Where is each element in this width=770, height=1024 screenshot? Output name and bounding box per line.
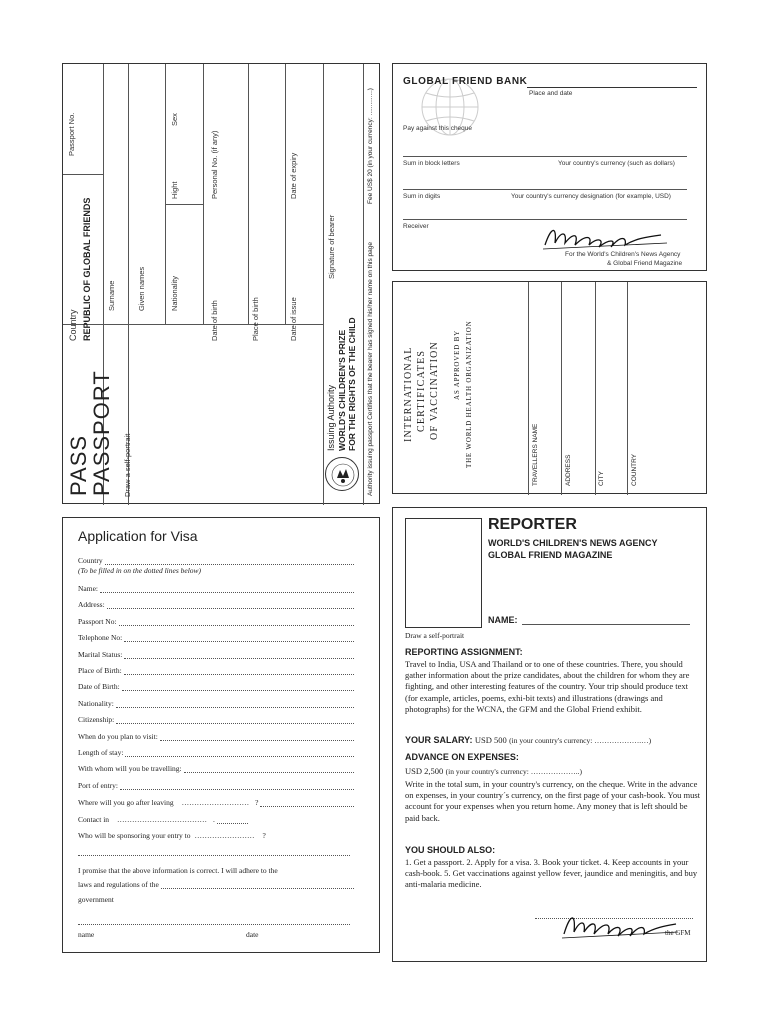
gfm-label: the GFM (665, 929, 691, 937)
also-heading: YOU SHOULD ALSO: (405, 845, 496, 855)
visa-field-row[interactable] (78, 699, 354, 708)
sum-letters-label: Sum in block letters (403, 160, 460, 167)
promise-line1: I promise that the above information is correct. I will adhere to the (78, 866, 278, 875)
passport-no-label: Passport No. (67, 112, 76, 156)
for-line1: For the World's Children's News Agency (565, 251, 681, 258)
reporter-portrait-box[interactable] (405, 518, 482, 628)
visa-field-row[interactable] (78, 650, 354, 659)
issuing-authority-label: Issuing Authority (326, 384, 336, 451)
reporter-signature (560, 908, 680, 942)
visa-leaving-row[interactable]: Where will you go after leaving ……………………… ? (78, 798, 354, 807)
visa-field-label: When do you plan to visit: (78, 731, 158, 741)
given-names-label: Given names (137, 266, 146, 311)
visa-country-row[interactable]: Country (78, 556, 354, 565)
bank-name: GLOBAL FRIEND BANK (403, 76, 528, 87)
currency-designation-label: Your country's currency designation (for example, USD) (511, 193, 671, 200)
visa-field-row[interactable] (78, 764, 354, 773)
receiver-label: Receiver (403, 223, 429, 230)
vacc-who: THE WORLD HEALTH ORGANIZATION (465, 320, 473, 468)
fee-text: Fee US$ 20 (in your currency: ..............) (367, 88, 374, 204)
reporter-magazine: GLOBAL FRIEND MAGAZINE (488, 550, 613, 560)
country-label-vacc: COUNTRY (631, 453, 638, 486)
prize-line1: WORLD'S CHILDREN'S PRIZE (337, 329, 347, 451)
visa-contact-row[interactable]: Contact in ……………………………… . (78, 815, 248, 824)
visa-field-label: With whom will you be travelling: (78, 764, 182, 774)
travellers-name-label: TRAVELLERS NAME (532, 423, 539, 486)
country-value: REPUBLIC OF GLOBAL FRIENDS (82, 197, 92, 341)
seal-stamp (325, 457, 359, 491)
visa-field-label: Name: (78, 584, 98, 593)
for-line2: & Global Friend Magazine (607, 260, 683, 267)
signature-scribble (541, 221, 669, 253)
vacc-title1: INTERNATIONAL (403, 346, 414, 442)
visa-name-label: name (78, 930, 95, 939)
sum-digits-label: Sum in digits (403, 193, 441, 200)
visa-field-label: Length of stay: (78, 748, 124, 757)
vacc-approved: AS APPROVED BY (453, 330, 461, 400)
nationality-label: Nationality (170, 275, 179, 311)
prize-line2: FOR THE RIGHTS OF THE CHILD (347, 317, 357, 451)
visa-field-label: Address: (78, 600, 105, 610)
passport-panel (62, 63, 380, 504)
city-label: CITY (598, 471, 605, 486)
country-label: Country (68, 309, 78, 341)
address-label: ADDRESS (565, 454, 572, 486)
vacc-title3: OF VACCINATION (429, 341, 440, 440)
visa-field-row[interactable] (78, 584, 354, 593)
personal-no-label: Personal No. (if any) (210, 130, 219, 199)
assignment-text: Travel to India, USA and Thailand or to one of these countries. There, you should gather information about the prize candidates, about the children for whom they are fighting, and other interesting features of the country. Your trip should produce text (for example, articles, poems, exhi-bit texts) and illustrations (drawings and photographs) for the WCNA, the GFM and the Global Friend exhibit. (405, 659, 690, 714)
hight-label: Hight (170, 181, 179, 199)
visa-field-row[interactable] (78, 666, 354, 675)
visa-field-label: Telephone No: (78, 633, 123, 643)
passport-title: PASSPORT (89, 370, 114, 496)
visa-field-row[interactable] (78, 633, 354, 642)
visa-field-row[interactable] (78, 732, 354, 741)
place-of-birth-label: Place of birth (251, 297, 260, 341)
sex-label: Sex (170, 113, 179, 126)
write-text: Write in the total sum, in your country's currency, on the cheque. Write in the advance on expenses, in your country´s currency, on the first page of your cash-book. You must account for your expenses when you return home. Any money that is left should be paid back. (405, 779, 701, 823)
reporter-self-portrait-label: Draw a self-portrait (405, 631, 465, 640)
visa-field-row[interactable] (78, 748, 354, 757)
signature-label: Signature of bearer (327, 214, 336, 279)
visa-field-row[interactable] (78, 617, 354, 626)
date-of-expiry-label: Date of expiry (289, 152, 298, 199)
visa-date-label: date (246, 930, 259, 939)
visa-field-label: Date of Birth: (78, 682, 120, 692)
visa-sponsor-row[interactable]: Who will be sponsoring your entry to …………………… ? (78, 831, 266, 840)
visa-field-row[interactable] (78, 715, 354, 724)
currency-dollars-label: Your country's currency (such as dollars) (558, 160, 675, 167)
certifies-text: Authority issuing passport Certifies that the bearer has signed his/her name on this page (367, 241, 374, 496)
reporter-title: REPORTER (488, 516, 577, 533)
visa-field-label: Citizenship: (78, 715, 115, 725)
visa-field-label: Port of entry: (78, 780, 118, 790)
visa-field-label: Place of Birth: (78, 666, 122, 675)
promise-line2[interactable]: laws and regulations of the (78, 880, 354, 889)
reporter-agency: WORLD'S CHILDREN'S NEWS AGENCY (488, 538, 658, 548)
vaccination-panel (392, 281, 707, 494)
visa-field-row[interactable] (78, 682, 354, 691)
pay-label: Pay against this cheque (403, 125, 473, 132)
vacc-title2: CERTIFICATES (416, 349, 427, 432)
visa-instruction: (To be filled in on the dotted lines below) (78, 566, 202, 575)
visa-field-label: Nationality: (78, 698, 114, 708)
assignment-heading: REPORTING ASSIGNMENT: (405, 647, 523, 657)
visa-field-row[interactable] (78, 600, 354, 609)
visa-title: Application for Visa (78, 528, 198, 544)
reporter-name-label: NAME: (488, 615, 518, 625)
advance-row: USD 2,500 (in your country's currency: ………………..) (405, 766, 582, 776)
promise-line3: government (78, 895, 114, 904)
date-of-issue-label: Date of issue (289, 297, 298, 341)
surname-label: Surname (107, 280, 116, 311)
cheque-panel (392, 63, 707, 271)
date-of-birth-label: Date of birth (210, 300, 219, 341)
advance-heading: ADVANCE ON EXPENSES: (405, 752, 519, 762)
self-portrait-label: Draw a self-portrait (123, 433, 132, 497)
visa-field-label: Passport No: (78, 616, 117, 626)
visa-field-label: Marital Status: (78, 649, 123, 659)
place-date-label: Place and date (529, 90, 573, 97)
salary-row: YOUR SALARY: USD 500 (in your country's currency: ……………….…) (405, 735, 652, 745)
also-text: 1. Get a passport. 2. Apply for a visa. 3. Book your ticket. 4. Keep accounts in your cash-book. 5. Get vaccinations against yellow fever, jaundice and meningitis, and buy anti-malaria medicine. (405, 857, 698, 890)
pass-title: PASS (66, 434, 91, 496)
visa-field-row[interactable] (78, 781, 354, 790)
